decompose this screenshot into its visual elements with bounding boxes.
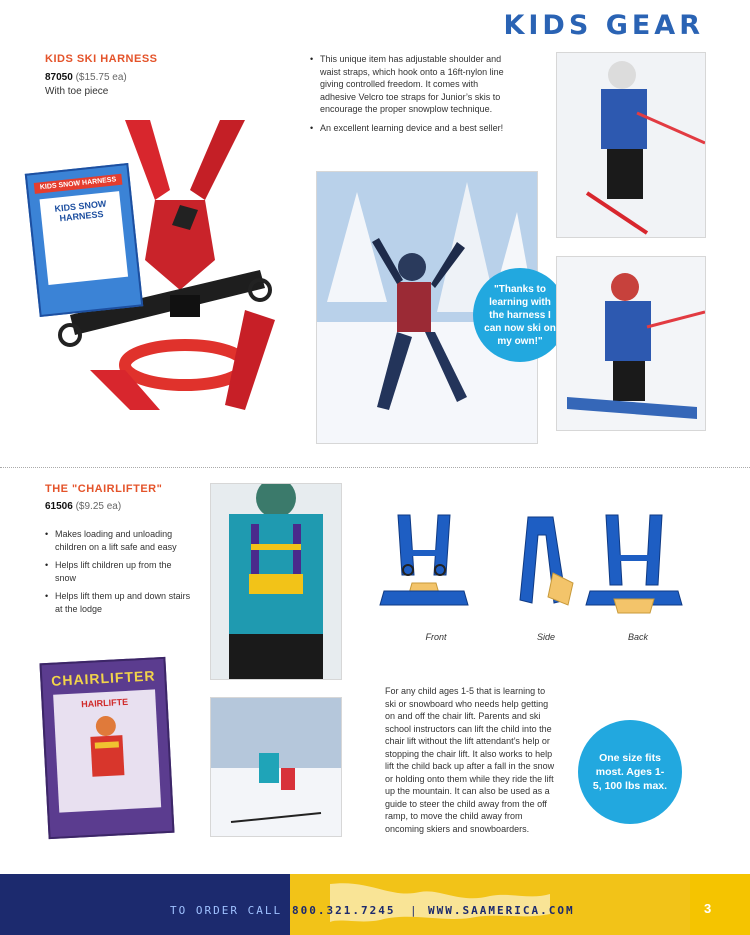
chairlifter-sku-line xyxy=(45,501,121,512)
chairlifter-description: For any child ages 1-5 that is learning to ski or snowboard who needs help getting on and off the chair lift. Parents and ski school instructors can lift the child into the chair lift without the lift attendant’s help or stopping the chair lift. It also works to help lift the child back up after a fall in the snow or holding onto them while they ride the lift up the mountain. It can also be used as a guide to steer the child away from the off ramp, to move the child away from oncoming skiers and snowboarders. xyxy=(385,686,555,834)
harness-sku-line xyxy=(45,72,127,83)
chairlifter-price: ($9.25 ea) xyxy=(75,501,122,512)
back-view-photo-2 xyxy=(556,256,706,431)
caption-back: Back xyxy=(627,632,648,642)
harness-bullet: • An excellent learning device and a best seller! xyxy=(310,122,510,135)
testimonial-bubble: "Thanks to learning with the harness I can now ski on my own!" xyxy=(473,268,567,362)
footer-separator: | xyxy=(410,904,419,917)
back-view-photo-1 xyxy=(556,52,706,238)
caption-front: Front xyxy=(425,632,447,642)
chairlifter-jacket-photo xyxy=(210,483,342,680)
chairlifter-package-inner xyxy=(53,689,161,812)
adult-child-ski-photo-art xyxy=(211,698,341,836)
chairlifter-sku: 61506 xyxy=(45,501,73,512)
harness-price: ($15.75 ea) xyxy=(75,72,127,83)
package-band-top: KIDS SNOW HARNESS xyxy=(34,174,123,194)
chairlifter-bullet: • Helps lift children up from the snow xyxy=(45,559,195,584)
harness-note: With toe piece xyxy=(45,86,109,97)
footer-pagecorner xyxy=(690,874,750,935)
harness-bullet: • This unique item has adjustable shoulder and waist straps, which hook onto a 16ft-nylon line giving controlled freedom. It comes with adhesive Velcro toe straps for Junior’s skis to encourage the proper snowplow technique. xyxy=(310,53,510,116)
chairlifter-package-subtitle: HAIRLIFTE xyxy=(80,696,129,710)
section-divider xyxy=(0,467,750,468)
chairlifter-bullets xyxy=(45,528,195,621)
harness-bullets xyxy=(310,53,510,140)
caption-side: Side xyxy=(536,632,555,642)
diagram-side xyxy=(520,517,573,605)
order-label: TO ORDER CALL xyxy=(170,904,283,917)
product-title-chairlifter: THE "CHAIRLIFTER" xyxy=(45,483,163,495)
chairlifter-package-title: CHAIRLIFTER xyxy=(50,667,156,689)
adult-child-ski-photo xyxy=(210,697,342,837)
harness-sku: 87050 xyxy=(45,72,73,83)
product-title-harness: KIDS SKI HARNESS xyxy=(45,53,158,65)
harness-package xyxy=(25,163,143,317)
diagram-back xyxy=(586,515,682,613)
chairlifter-package-photo xyxy=(65,706,149,790)
footer-bar xyxy=(0,874,750,935)
package-label-inner: KIDS SNOW HARNESS xyxy=(40,191,129,285)
chairlifter-jacket-photo-art xyxy=(211,484,341,679)
diagram-front xyxy=(380,515,468,605)
back-view-photo-1-art xyxy=(557,53,705,237)
section-title: KIDS GEAR xyxy=(503,10,704,41)
order-phone[interactable]: 800.321.7245 xyxy=(292,904,396,917)
size-badge: One size fits most. Ages 1-5, 100 lbs max. xyxy=(578,720,682,824)
website-link[interactable]: WWW.SAAMERICA.COM xyxy=(428,904,575,917)
page-number: 3 xyxy=(704,901,712,916)
chairlifter-bullet: • Helps lift them up and down stairs at the lodge xyxy=(45,590,195,615)
chairlifter-diagram-art xyxy=(378,505,698,630)
chairlifter-bullet: • Makes loading and unloading children on a lift safe and easy xyxy=(45,528,195,553)
chairlifter-package xyxy=(39,657,174,839)
back-view-photo-2-art xyxy=(557,257,705,430)
chairlifter-diagrams xyxy=(378,505,698,645)
